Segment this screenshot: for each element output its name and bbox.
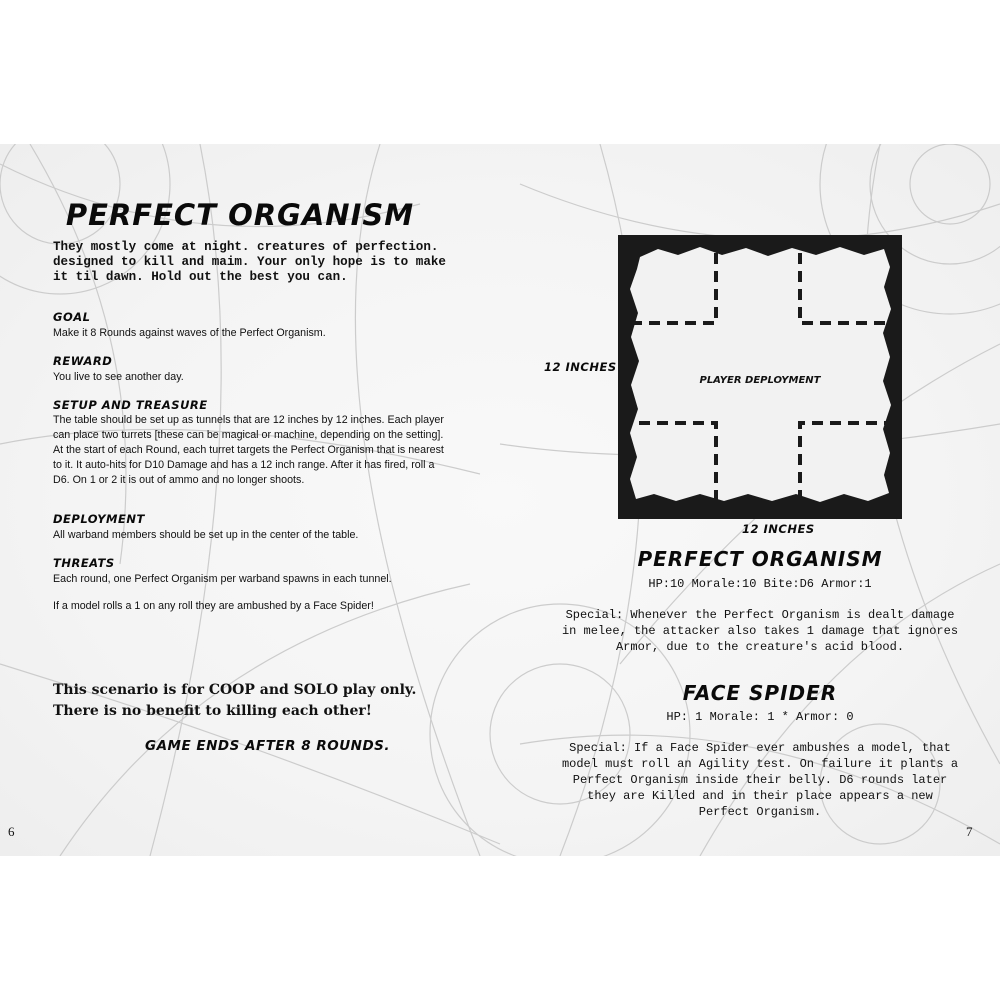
goal-text: Make it 8 Rounds against waves of the Perfect Organism. [53, 327, 326, 339]
face-spider-name: FACE SPIDER [682, 681, 838, 705]
ambush-note: If a model rolls a 1 on any roll they are ambushed by a Face Spider! [53, 600, 374, 612]
threats-text: Each round, one Perfect Organism per warband spawns in each tunnel. [53, 573, 392, 585]
threats-heading: THREATS [53, 556, 115, 570]
perfect-organism-special: Special: Whenever the Perfect Organism is dealt damage in melee, the attacker also takes 1 damage that ignores Armor, due to the creature's acid blood. [561, 608, 959, 654]
coop-note-line-2: There is no benefit to killing each other! [53, 703, 372, 719]
page-number-right: 7 [966, 824, 973, 839]
perfect-organism-stats: HP:10 Morale:10 Bite:D6 Armor:1 [648, 577, 872, 591]
map-bottom-dimension-label: 12 INCHES [742, 522, 815, 536]
scenario-intro: They mostly come at night. creatures of perfection. designed to kill and maim. Your only hope is to make it til dawn. Hold out the best you can. [53, 240, 446, 284]
reward-text: You live to see another day. [53, 371, 184, 383]
setup-heading: SETUP AND TREASURE [53, 398, 208, 412]
map-center-label: PLAYER DEPLOYMENT [699, 375, 821, 386]
page-number-left: 6 [8, 824, 15, 839]
scenario-title: PERFECT ORGANISM [65, 198, 415, 232]
coop-note-line-1: This scenario is for COOP and SOLO play only. [53, 682, 417, 698]
reward-heading: REWARD [53, 354, 113, 368]
perfect-organism-name: PERFECT ORGANISM [637, 547, 883, 571]
setup-text: The table should be set up as tunnels that are 12 inches by 12 inches. Each player can place two turrets [these can be magical or machine, depending on the setting]. At the start of each Round, each turret targets the Perfect Organism that is nearest to it. It auto-hits for D10 Damage and has a 12 inch range. After it has fired, roll a D6. On 1 or 2 it is out of ammo and no longer shoots. [53, 414, 444, 486]
book-spread [0, 144, 1000, 856]
face-spider-stats: HP: 1 Morale: 1 * Armor: 0 [666, 710, 854, 724]
map-side-dimension-label: 12 INCHES [544, 360, 617, 374]
left-page [0, 144, 500, 856]
deployment-heading: DEPLOYMENT [53, 512, 145, 526]
game-ends-note: GAME ENDS AFTER 8 ROUNDS. [145, 738, 391, 754]
right-page [500, 144, 1000, 856]
deployment-text: All warband members should be set up in the center of the table. [53, 529, 359, 541]
deployment-map [618, 235, 902, 519]
goal-heading: GOAL [53, 310, 91, 324]
face-spider-special: Special: If a Face Spider ever ambushes a model, that model must roll an Agility test. On failure it plants a Perfect Organism inside their belly. D6 rounds later they are Killed and in their place appears a new Perfect Organism. [561, 741, 959, 819]
